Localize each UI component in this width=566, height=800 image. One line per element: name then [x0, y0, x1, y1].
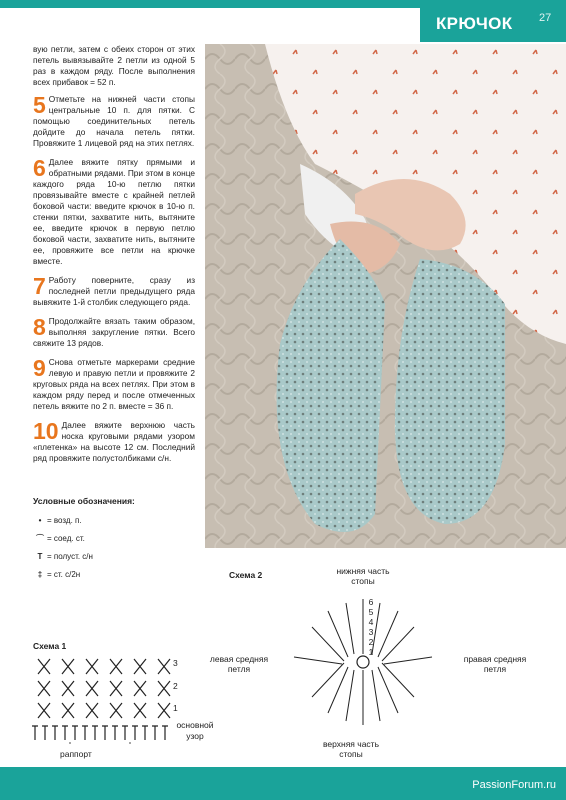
row-number-3: 3: [368, 627, 374, 637]
step-number: 10: [33, 418, 59, 444]
legend-item: [33, 548, 193, 564]
row-number-6: 6: [368, 597, 374, 607]
scheme2-title: Схема 2: [229, 570, 263, 580]
knitted-socks-photo: [205, 44, 566, 548]
row-number-2: 2: [368, 637, 374, 647]
scheme1-diagram: [30, 654, 175, 744]
legend-text: = полуст. с/н: [47, 551, 93, 561]
step-8: [33, 316, 195, 349]
top-label: нижняя часть стопы: [336, 566, 390, 586]
step-number: 8: [33, 314, 46, 340]
legend-item: [33, 530, 193, 546]
right-middle-label: правая средняя петля: [463, 654, 527, 674]
row-label-1: 1: [173, 703, 178, 713]
step-number: 7: [33, 273, 46, 299]
step-text: Далее вяжите верхнюю часть носка круговыми рядами узором «плетенка» на высоте 12 см. Последний ряд провяжите полустолбиками с/н.: [33, 420, 195, 463]
step-text: Работу поверните, сразу из последней петли предыдущего ряда вывяжите 1-й столбик следующего ряда.: [33, 275, 195, 307]
step-10: [33, 420, 195, 464]
header-band: [0, 0, 566, 8]
scheme1-title: Схема 1: [33, 641, 67, 651]
step-text: Отметьте на нижней части стопы центральные 10 п. для пятки. С помощью соединительных петель дойдите до начала петель пятки. Провяжите 1 лицевой ряд на этих петлях.: [33, 94, 195, 148]
step-6: [33, 157, 195, 267]
arc-icon: ⌒: [36, 533, 44, 543]
legend-item: [33, 566, 193, 582]
step-text: Снова отметьте маркерами средние левую и правую петли и провяжите 2 круговых ряда на всех петлях. При этом в каждом ряду перед и после отмеченных петель вяжите по 2 п. вместе = 36 п.: [33, 357, 195, 411]
scheme2-diagram: [276, 587, 451, 737]
footer-site-name: PassionForum.ru: [472, 779, 556, 791]
legend-text: = ст. с/2н: [47, 569, 81, 579]
instructions-column: [33, 44, 195, 472]
rapport-label: раппорт: [60, 749, 92, 759]
step-text: Далее вяжите пятку прямыми и обратными рядами. При этом в конце каждого ряда 10-ю петлю пятки провязывайте вместе с крайней петлей боковой части: введите крючок в 10-ю п. стенки пятки, захватите нить, вытяните ее, введите крючок в первую петлю боковой части, захватите нить, вытяните ее, провяжите все петли на крючке вместе.: [33, 157, 195, 266]
dot-icon: •: [38, 515, 42, 525]
half-dc-icon: T: [37, 551, 43, 561]
step-number: 6: [33, 155, 46, 181]
step-7: [33, 275, 195, 308]
page-number: 27: [539, 12, 552, 24]
scheme1-chart: [30, 654, 175, 749]
symbol-legend: [33, 496, 193, 584]
row-number-5: 5: [368, 607, 374, 617]
base-pattern-label: основной узор: [176, 720, 214, 741]
legend-text: = возд. п.: [47, 515, 82, 525]
step-9: [33, 357, 195, 412]
row-label-2: 2: [173, 681, 178, 691]
intro-text: вую петли, затем с обеих сторон от этих петель вывязывайте 2 петли из одной 5 раз в каждом ряду. После выполнения всех прибавок = 52 п.: [33, 44, 195, 87]
legend-title: Условные обозначения:: [33, 496, 135, 506]
left-middle-label: левая средняя петля: [209, 654, 269, 674]
step-text: Продолжайте вязать таким образом, выполняя закругление пятки. Всего свяжите 13 рядов.: [33, 316, 195, 348]
scheme2-chart: [276, 587, 451, 742]
bottom-label: верхняя часть стопы: [322, 739, 380, 759]
photo-illustration: [205, 44, 566, 548]
section-title: КРЮЧОК: [436, 14, 513, 33]
legend-text: = соед. ст.: [47, 533, 85, 543]
step-number: 9: [33, 355, 46, 381]
dc-icon: ‡: [37, 569, 43, 579]
row-number-4: 4: [368, 617, 374, 627]
row-label-3: 3: [173, 658, 178, 668]
row-number-1: 1: [368, 647, 374, 657]
step-5: [33, 94, 195, 149]
step-number: 5: [33, 92, 46, 118]
legend-item: [33, 512, 193, 528]
